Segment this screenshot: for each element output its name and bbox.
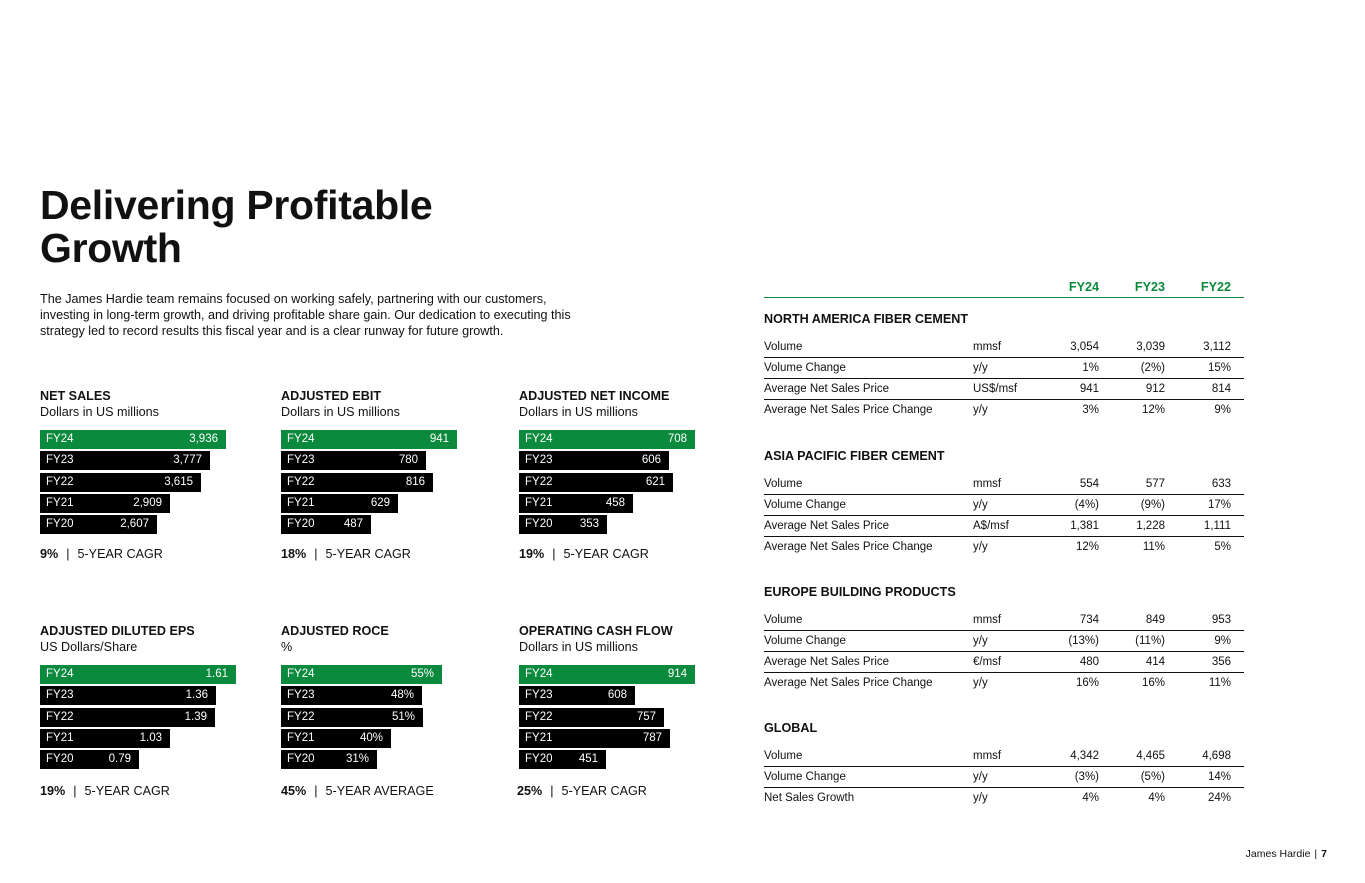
bar-value: 2,909: [133, 496, 162, 509]
table-section: [764, 584, 1244, 693]
fy23-cell: 912: [1145, 383, 1165, 395]
metric-cell: Volume Change: [764, 635, 846, 647]
stat-value: 9%: [40, 547, 59, 561]
metric-cell: Volume: [764, 478, 803, 490]
bar-label: FY20: [287, 753, 315, 766]
chart-subtitle: %: [281, 640, 293, 654]
bar-label: FY24: [287, 433, 315, 445]
fy22-cell: 5%: [1214, 541, 1231, 553]
unit-cell: y/y: [973, 362, 988, 374]
fy22-cell: 15%: [1207, 362, 1231, 374]
fy22-cell: 3,112: [1203, 341, 1231, 353]
stat-label: 5-YEAR CAGR: [561, 784, 647, 798]
bar-value: 0.79: [108, 753, 131, 766]
bar-value: 1.03: [139, 731, 162, 744]
bar-value: 48%: [390, 689, 414, 702]
bar-fy21: [40, 494, 170, 513]
bar-fy22: [519, 473, 673, 492]
unit-cell: y/y: [973, 677, 988, 689]
bar-label: FY22: [287, 710, 315, 723]
column-header-fy23: FY23: [1134, 280, 1165, 294]
fy22-cell: 14%: [1207, 771, 1231, 783]
bar-group: [40, 665, 260, 771]
bar-value: 487: [343, 518, 363, 531]
chart-subtitle: US Dollars/Share: [40, 640, 138, 654]
fy24-cell: 12%: [1075, 541, 1099, 553]
table-row: [764, 673, 1244, 693]
unit-cell: y/y: [973, 635, 988, 647]
fy22-cell: 1,111: [1203, 520, 1231, 532]
bar-label: FY23: [525, 454, 553, 467]
section-rows: [764, 610, 1244, 693]
bar-value: 353: [579, 518, 599, 531]
chart-adjusted-roce: [281, 623, 501, 771]
table-row: [764, 400, 1244, 420]
bar-label: FY23: [46, 689, 74, 702]
bar-fy20: [40, 515, 157, 534]
bar-fy23: [281, 686, 422, 705]
bar-label: FY23: [287, 689, 315, 702]
table-row: [764, 358, 1244, 379]
stat-label: 5-YEAR CAGR: [563, 547, 649, 561]
fy24-cell: 941: [1079, 383, 1099, 395]
bar-label: FY22: [46, 475, 74, 488]
table-row: [764, 474, 1244, 495]
bar-fy21: [519, 729, 670, 748]
fy23-cell: 1,228: [1136, 520, 1165, 532]
fy22-cell: 9%: [1214, 404, 1231, 416]
bar-value: 451: [578, 753, 598, 766]
bar-group: [40, 430, 260, 536]
section-title: ASIA PACIFIC FIBER CEMENT: [764, 449, 945, 463]
bar-group: [281, 430, 501, 536]
bar-value: 31%: [345, 753, 369, 766]
bar-label: FY23: [46, 454, 74, 467]
bar-label: FY21: [46, 496, 74, 509]
fy22-cell: 953: [1211, 614, 1231, 626]
metric-cell: Volume Change: [764, 771, 846, 783]
table-row: [764, 337, 1244, 358]
bar-label: FY20: [46, 518, 74, 531]
bar-value: 1.39: [184, 710, 207, 723]
footer-brand: James Hardie: [1245, 848, 1311, 860]
bar-fy20: [519, 515, 607, 534]
bar-fy22: [281, 708, 423, 727]
bar-label: FY24: [46, 668, 74, 680]
bar-value: 458: [605, 496, 625, 509]
metric-cell: Volume Change: [764, 362, 846, 374]
bar-value: 757: [636, 710, 656, 723]
fy23-cell: 414: [1145, 656, 1165, 668]
page-number: 7: [1321, 848, 1327, 860]
metric-cell: Average Net Sales Price: [764, 656, 890, 668]
bar-fy24: [281, 665, 442, 684]
bar-value: 2,607: [120, 518, 149, 531]
bar-label: FY24: [46, 433, 74, 445]
bar-value: 780: [398, 454, 418, 467]
chart-subtitle: Dollars in US millions: [519, 405, 638, 419]
bar-fy22: [519, 708, 664, 727]
fy24-cell: 554: [1079, 478, 1099, 490]
chart-subtitle: Dollars in US millions: [519, 640, 638, 654]
bar-fy21: [281, 494, 398, 513]
bar-value: 55%: [410, 668, 434, 680]
metric-cell: Net Sales Growth: [764, 792, 855, 804]
chart-adjusted-ebit: [281, 388, 501, 536]
bar-fy23: [40, 451, 210, 470]
bar-group: [281, 665, 501, 771]
column-header-fy22: FY22: [1200, 280, 1231, 294]
bar-fy24: [40, 430, 226, 449]
stat-value: 19%: [519, 547, 545, 561]
bar-label: FY24: [525, 433, 553, 445]
chart-stat: [40, 783, 170, 799]
table-section: [764, 720, 1244, 808]
fy23-cell: (9%): [1140, 499, 1165, 511]
bar-fy23: [281, 451, 426, 470]
fy23-cell: (2%): [1140, 362, 1165, 374]
footer-separator: |: [1314, 848, 1318, 860]
fy22-cell: 4,698: [1202, 750, 1231, 762]
chart-stat: [281, 783, 434, 799]
bar-label: FY22: [287, 475, 315, 488]
fy24-cell: 3,054: [1070, 341, 1099, 353]
unit-cell: mmsf: [973, 341, 1002, 353]
chart-title: ADJUSTED NET INCOME: [519, 389, 670, 403]
bar-label: FY20: [46, 753, 74, 766]
section-rows: [764, 746, 1244, 808]
bar-fy21: [281, 729, 391, 748]
bar-label: FY20: [287, 518, 315, 531]
fy24-cell: 1%: [1082, 362, 1099, 374]
table-row: [764, 516, 1244, 537]
fy23-cell: 3,039: [1136, 341, 1165, 353]
bar-value: 51%: [391, 710, 415, 723]
fy22-cell: 814: [1211, 383, 1231, 395]
bar-value: 3,936: [189, 433, 218, 445]
stat-value: 19%: [40, 784, 66, 798]
bar-fy21: [40, 729, 170, 748]
section-title: GLOBAL: [764, 721, 818, 735]
fy24-cell: 480: [1079, 656, 1099, 668]
bar-value: 941: [429, 433, 449, 445]
bar-label: FY20: [525, 753, 553, 766]
bar-fy22: [40, 473, 201, 492]
stat-separator: |: [550, 784, 554, 798]
unit-cell: y/y: [973, 404, 988, 416]
fy23-cell: 12%: [1141, 404, 1165, 416]
section-rows: [764, 337, 1244, 420]
bar-label: FY23: [287, 454, 315, 467]
unit-cell: mmsf: [973, 478, 1002, 490]
fy24-cell: 1,381: [1070, 520, 1099, 532]
page-footer: [1246, 848, 1327, 860]
unit-cell: A$/msf: [973, 520, 1009, 532]
bar-value: 608: [607, 689, 627, 702]
metric-cell: Average Net Sales Price: [764, 520, 890, 532]
stat-label: 5-YEAR CAGR: [325, 547, 411, 561]
bar-label: FY22: [525, 710, 553, 723]
bar-fy23: [40, 686, 216, 705]
unit-cell: y/y: [973, 771, 988, 783]
bar-label: FY24: [525, 668, 553, 680]
bar-fy24: [281, 430, 457, 449]
table-row: [764, 631, 1244, 652]
fy23-cell: 16%: [1141, 677, 1165, 689]
stat-label: 5-YEAR CAGR: [77, 547, 163, 561]
unit-cell: y/y: [973, 541, 988, 553]
bar-fy21: [519, 494, 633, 513]
unit-cell: y/y: [973, 499, 988, 511]
stat-separator: |: [314, 784, 318, 798]
stat-label: 5-YEAR CAGR: [84, 784, 170, 798]
bar-label: FY22: [525, 475, 553, 488]
chart-subtitle: Dollars in US millions: [281, 405, 400, 419]
bar-value: 40%: [359, 731, 383, 744]
metric-cell: Volume: [764, 341, 803, 353]
section-title: NORTH AMERICA FIBER CEMENT: [764, 312, 969, 326]
chart-net-sales: [40, 388, 260, 536]
metric-cell: Average Net Sales Price Change: [764, 404, 933, 416]
fy22-cell: 633: [1211, 478, 1231, 490]
fy23-cell: (11%): [1135, 635, 1165, 647]
chart-stat: [40, 546, 163, 562]
chart-subtitle: Dollars in US millions: [40, 405, 159, 419]
stat-value: 18%: [281, 547, 307, 561]
chart-title: NET SALES: [40, 389, 111, 403]
bar-group: [519, 430, 739, 536]
fy23-cell: 849: [1145, 614, 1165, 626]
page-title-line-1: Delivering Profitable: [40, 182, 433, 228]
fy22-cell: 356: [1211, 656, 1231, 668]
table-row: [764, 610, 1244, 631]
bar-label: FY21: [525, 731, 553, 744]
bar-label: FY21: [46, 731, 74, 744]
fy23-cell: 11%: [1142, 541, 1165, 553]
metric-cell: Volume: [764, 750, 803, 762]
fy24-cell: 4,342: [1070, 750, 1099, 762]
fy23-cell: 4%: [1148, 792, 1165, 804]
fy24-cell: 734: [1079, 614, 1099, 626]
fy22-cell: 17%: [1207, 499, 1231, 511]
section-title: EUROPE BUILDING PRODUCTS: [764, 585, 956, 599]
table-section: [764, 448, 1244, 557]
stat-value: 25%: [517, 784, 543, 798]
bar-label: FY24: [287, 668, 315, 680]
bar-value: 621: [645, 475, 665, 488]
intro-paragraph: The James Hardie team remains focused on working safely, partnering with our customers, investing in long-term growth, and driving profitable share gain. Our dedication to executing this strategy led to record results this fiscal year and is a clear runway for future growth.: [40, 292, 571, 338]
bar-label: FY21: [287, 496, 315, 509]
bar-fy23: [519, 451, 669, 470]
metric-cell: Average Net Sales Price Change: [764, 677, 933, 689]
bar-value: 1.61: [205, 668, 228, 680]
chart-adjusted-diluted-eps: [40, 623, 260, 771]
fy22-cell: 9%: [1214, 635, 1231, 647]
bar-fy20: [40, 750, 139, 769]
chart-adjusted-net-income: [519, 388, 739, 536]
bar-value: 3,615: [164, 475, 193, 488]
bar-fy22: [40, 708, 215, 727]
chart-title: ADJUSTED DILUTED EPS: [40, 624, 195, 638]
fy24-cell: (3%): [1074, 771, 1099, 783]
table-row: [764, 537, 1244, 557]
bar-value: 787: [642, 731, 662, 744]
table-row: [764, 788, 1244, 808]
metric-cell: Volume Change: [764, 499, 846, 511]
chart-stat: [519, 546, 649, 562]
fy23-cell: 577: [1145, 478, 1165, 490]
bar-fy24: [519, 665, 695, 684]
bar-fy22: [281, 473, 433, 492]
bar-label: FY20: [525, 518, 553, 531]
bar-fy20: [519, 750, 606, 769]
unit-cell: mmsf: [973, 614, 1002, 626]
stat-separator: |: [73, 784, 77, 798]
unit-cell: y/y: [973, 792, 988, 804]
stat-separator: |: [314, 547, 318, 561]
chart-stat: [281, 546, 411, 562]
bar-value: 708: [667, 433, 687, 445]
bar-label: FY21: [525, 496, 553, 509]
bar-value: 1.36: [185, 689, 208, 702]
stat-value: 45%: [281, 784, 307, 798]
fy23-cell: 4,465: [1136, 750, 1165, 762]
fy24-cell: 16%: [1075, 677, 1099, 689]
fy24-cell: 3%: [1082, 404, 1099, 416]
metric-cell: Volume: [764, 614, 803, 626]
bar-value: 914: [667, 668, 687, 680]
metric-cell: Average Net Sales Price: [764, 383, 890, 395]
bar-fy24: [519, 430, 695, 449]
section-rows: [764, 474, 1244, 557]
metric-cell: Average Net Sales Price Change: [764, 541, 933, 553]
table-row: [764, 746, 1244, 767]
table-row: [764, 379, 1244, 400]
unit-cell: US$/msf: [973, 383, 1018, 395]
bar-fy24: [40, 665, 236, 684]
bar-fy20: [281, 750, 377, 769]
bar-fy23: [519, 686, 635, 705]
table-row: [764, 495, 1244, 516]
stat-separator: |: [552, 547, 556, 561]
column-header-fy24: FY24: [1068, 280, 1099, 294]
bar-value: 3,777: [173, 454, 202, 467]
chart-title: ADJUSTED EBIT: [281, 389, 382, 403]
bar-label: FY21: [287, 731, 315, 744]
chart-stat: [517, 783, 647, 799]
bar-label: FY22: [46, 710, 74, 723]
chart-operating-cash-flow: [519, 623, 739, 771]
stat-separator: |: [66, 547, 70, 561]
fy24-cell: (4%): [1074, 499, 1099, 511]
stat-label: 5-YEAR AVERAGE: [325, 784, 434, 798]
table-section: [764, 311, 1244, 420]
fy24-cell: (13%): [1068, 635, 1099, 647]
unit-cell: mmsf: [973, 750, 1002, 762]
page-title: [40, 184, 432, 270]
fy22-cell: 24%: [1207, 792, 1231, 804]
fy22-cell: 11%: [1208, 677, 1231, 689]
bar-value: 606: [641, 454, 661, 467]
table-row: [764, 767, 1244, 788]
bar-fy20: [281, 515, 371, 534]
table-row: [764, 652, 1244, 673]
unit-cell: €/msf: [973, 656, 1002, 668]
bar-group: [519, 665, 739, 771]
bar-value: 816: [405, 475, 425, 488]
fy23-cell: (5%): [1140, 771, 1165, 783]
fy24-cell: 4%: [1082, 792, 1099, 804]
header-divider: [764, 297, 1244, 298]
bar-value: 629: [370, 496, 390, 509]
chart-title: ADJUSTED ROCE: [281, 624, 389, 638]
bar-label: FY23: [525, 689, 553, 702]
chart-title: OPERATING CASH FLOW: [519, 624, 673, 638]
page-title-line-2: Growth: [40, 225, 182, 271]
